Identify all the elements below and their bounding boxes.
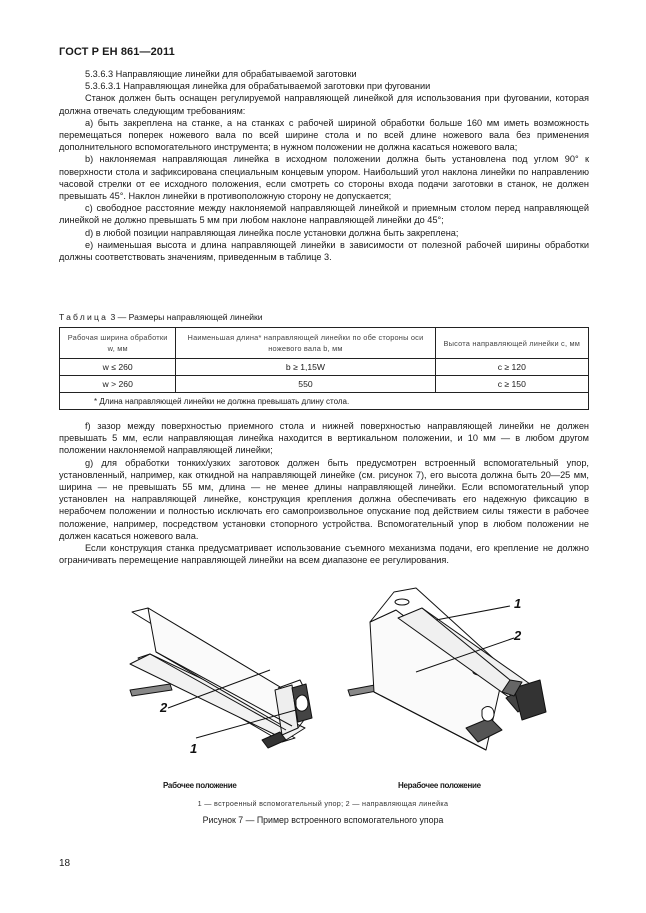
- right-fence-end-slot: [482, 707, 494, 722]
- table-cell: b ≥ 1,15W: [176, 359, 435, 376]
- closing-paragraph: Если конструкция станка предусматривает использование съемного механизма подачи, его крепление не должно ограничивать перемещение направляющей линейки на всем диапазоне ее регулирования.: [59, 543, 589, 566]
- figure-7-illustration: [110, 580, 570, 785]
- table-cell: c ≥ 150: [435, 376, 588, 393]
- table-caption-text: 3 — Размеры направляющей линейки: [108, 312, 263, 322]
- section-heading-5-3-6-3-1: 5.3.6.3.1 Направляющая линейка для обрабатываемой заготовки при фуговании: [85, 81, 431, 92]
- table-cell: w ≤ 260: [60, 359, 176, 376]
- left-clamp-slot: [296, 695, 308, 711]
- standard-header: ГОСТ Р ЕН 861—2011: [59, 46, 175, 58]
- right-label-2: 2: [514, 628, 522, 643]
- figure-title: Рисунок 7 — Пример встроенного вспомогательного упора: [202, 815, 444, 825]
- item-f: f) зазор между поверхностью приемного стола и нижней поверхностью направляющей линейки не должен превышать 5 мм, если направляющая линейка находится в вертикальном положении, и 10 мм — в любом другом положении наклоняемой направляющей линейки;: [59, 421, 589, 456]
- item-b: b) наклоняемая направляющая линейка в исходном положении должна быть установлена под углом 90° к поверхности стола и зафиксирована специальным концевым упором. Наибольший угол наклона линейки по направлению часовой стрелки от ее исходного положения, если смотреть со стороны входа подачи заготовки в станок, не должен превышать 45°. Наклон линейки в противоположную сторону не допускается;: [59, 154, 589, 202]
- table-footnote: * Длина направляющей линейки не должна превышать длину стола.: [60, 393, 589, 410]
- header-height: Высота направляющей линейки c, мм: [435, 328, 588, 359]
- text-block-continued: [59, 420, 589, 566]
- header-length: Наименьшая длина* направляющей линейки по обе стороны оси ножевого вала b, мм: [176, 328, 435, 359]
- table-header-row: [60, 328, 589, 359]
- item-e: е) наименьшая высота и длина направляющей линейки в зависимости от полезной рабочей ширины обработки должны соответствовать значениям, приведенным в таблице 3.: [59, 239, 589, 263]
- left-label-1: 1: [190, 741, 198, 756]
- left-label-2: 2: [160, 700, 168, 715]
- header-width: Рабочая ширина обработки w, мм: [60, 328, 176, 359]
- right-label-1: 1: [514, 596, 522, 611]
- table-cell: 550: [176, 376, 435, 393]
- table-caption: [59, 312, 263, 322]
- right-label-1-leader: [436, 606, 510, 620]
- page-number: 18: [59, 858, 71, 869]
- figure-caption-nonworking: Нерабочее положение: [398, 781, 481, 790]
- table-cell: w > 260: [60, 376, 176, 393]
- item-a: а) быть закреплена на станке, а на станках с рабочей шириной обработки больше 160 мм иметь возможность перемещаться поперек ножевого вала по всей ширине стола и по всей длине ножевого вала без применения дополнительного вспомогательного инструмента; в нужном положении не должна касаться ножевого вала;: [59, 117, 589, 153]
- right-fence-hole: [395, 599, 409, 605]
- figure-legend: 1 — встроенный вспомогательный упор; 2 — направляющая линейка: [197, 799, 449, 808]
- table-row: [60, 376, 589, 393]
- figure-7-drawing: [110, 580, 570, 785]
- table-caption-prefix: Таблица: [59, 312, 109, 322]
- figure-caption-working: Рабочее положение: [163, 781, 237, 790]
- table-row: [60, 359, 589, 376]
- text-block-requirements: [59, 68, 589, 263]
- intro-paragraph: Станок должен быть оснащен регулируемой направляющей линейкой для использования при фуговании, которая должна отвечать следующим требованиям:: [59, 93, 589, 116]
- item-d: d) в любой позиции направляющая линейка после установки должна быть закреплена;: [85, 227, 459, 238]
- left-table-bracket: [130, 684, 172, 696]
- section-heading-5-3-6-3: 5.3.6.3 Направляющие линейки для обрабатываемой заготовки: [85, 69, 357, 79]
- table-note-row: [60, 393, 589, 410]
- item-g: g) для обработки тонких/узких заготовок должен быть предусмотрен встроенный вспомогательный упор, установленный, например, как откидной на направляющей линейке (см. рисунок 7), его высота должна быть 20—25 мм, ширина — не превышать 55 мм, длина — не менее длины направляющей линейки. Если вспомогательный упор установлен на направляющей линейке, конструкция крепления должна обеспечивать его надежную фиксацию в нерабочем положении и полностью исключать его самопроизвольное опускание под действием силы тяжести в рабочее положение, например, посредством установки стопорного устройства. Вспомогательный упор в любом положении не должен касаться ножевого вала.: [59, 457, 589, 541]
- item-c: c) свободное расстояние между наклоняемой направляющей линейкой и приемным столом перед направляющей линейкой не должно превышать 5 мм при любом наклоне направляющей линейки до 45°;: [59, 203, 589, 226]
- table-cell: c ≥ 120: [435, 359, 588, 376]
- dimensions-table: [59, 327, 589, 410]
